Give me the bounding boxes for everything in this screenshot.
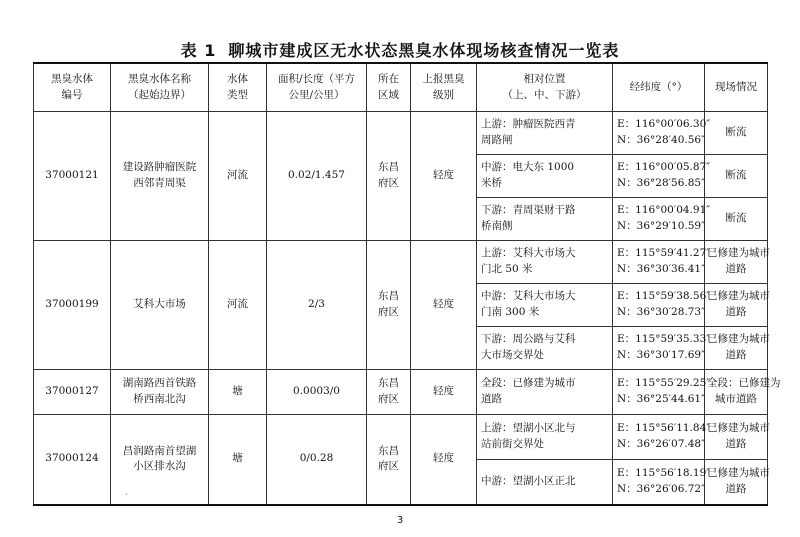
header-level: 上报黑臭 级别 <box>411 63 477 112</box>
table-title: 聊城市建成区无水状态黑臭水体现场核查情况一览表 <box>228 41 620 60</box>
table-row <box>34 112 768 155</box>
water-name: 艾科大市场 <box>111 241 209 370</box>
header-area: 面积/长度（平方 公里/公里） <box>267 63 367 112</box>
water-region: 东昌 府区 <box>367 370 411 415</box>
segment-coords: E：115°59′35.33″ N：36°30′17.69″ <box>613 327 705 370</box>
scan-mark: ˴ <box>125 489 128 499</box>
segment-status: 全段：已修建为 城市道路 <box>705 370 768 415</box>
segment-coords: E：115°56′18.19″ N：36°26′06.72″ <box>613 460 705 505</box>
header-position: 相对位置 （上、中、下游） <box>477 63 613 112</box>
water-name: 建设路肿瘤医院 西邻青周渠 <box>111 112 209 241</box>
water-name: 湖南路西首铁路 桥西南北沟 <box>111 370 209 415</box>
header-coords: 经纬度（°） <box>613 63 705 112</box>
water-area: 0/0.28 <box>267 415 367 505</box>
water-code: 37000199 <box>34 241 111 370</box>
water-type: 河流 <box>209 112 267 241</box>
water-level: 轻度 <box>411 370 477 415</box>
segment-status: 断流 <box>705 198 768 241</box>
segment-position: 上游：肿瘤医院西青 周路闸 <box>477 112 613 155</box>
page-number: 3 <box>396 515 404 526</box>
segment-coords: E：116°00′06.30″ N：36°28′40.56″ <box>613 112 705 155</box>
segment-position: 下游：周公路与艾科 大市场交界处 <box>477 327 613 370</box>
water-body-table <box>33 62 781 506</box>
table-row <box>34 370 768 415</box>
segment-position: 中游：电大东 1000 米桥 <box>477 155 613 198</box>
segment-coords: E：115°59′38.56″ N：36°30′28.73″ <box>613 284 705 327</box>
water-level: 轻度 <box>411 112 477 241</box>
table-row <box>34 415 768 460</box>
header-status: 现场情况 <box>705 63 768 112</box>
segment-coords: E：116°00′04.91″ N：36°29′10.59″ <box>613 198 705 241</box>
segment-coords: E：116°00′05.87″ N：36°28′56.85″ <box>613 155 705 198</box>
water-area: 0.02/1.457 <box>267 112 367 241</box>
segment-status: 断流 <box>705 155 768 198</box>
segment-position: 上游：艾科大市场大 门北 50 米 <box>477 241 613 284</box>
segment-position: 中游：望湖小区正北 <box>477 460 613 505</box>
water-name: 昌润路南首望湖 小区排水沟 <box>111 415 209 505</box>
water-area: 0.0003/0 <box>267 370 367 415</box>
header-row <box>34 63 768 112</box>
segment-status: 已修建为城市 道路 <box>705 460 768 505</box>
water-region: 东昌 府区 <box>367 415 411 505</box>
segment-coords: E：115°56′11.84″ N：36°26′07.48″ <box>613 415 705 460</box>
water-level: 轻度 <box>411 241 477 370</box>
water-code: 37000124 <box>34 415 111 505</box>
water-code: 37000121 <box>34 112 111 241</box>
segment-status: 已修建为城市 道路 <box>705 241 768 284</box>
water-type: 河流 <box>209 241 267 370</box>
header-code: 黑臭水体 编号 <box>34 63 111 112</box>
water-type: 塘 <box>209 415 267 505</box>
segment-status: 已修建为城市 道路 <box>705 284 768 327</box>
water-region: 东昌 府区 <box>367 241 411 370</box>
segment-position: 全段：已修建为城市 道路 <box>477 370 613 415</box>
segment-coords: E：115°55′29.25″ N：36°25′44.61″ <box>613 370 705 415</box>
water-region: 东昌 府区 <box>367 112 411 241</box>
segment-coords: E：115°59′41.27″ N：36°30′36.41″ <box>613 241 705 284</box>
table-row <box>34 241 768 284</box>
water-level: 轻度 <box>411 415 477 505</box>
segment-status: 已修建为城市 道路 <box>705 327 768 370</box>
segment-status: 断流 <box>705 112 768 155</box>
segment-position: 上游：望湖小区北与 站前街交界处 <box>477 415 613 460</box>
segment-position: 中游：艾科大市场大 门南 300 米 <box>477 284 613 327</box>
page-title <box>0 38 800 61</box>
water-type: 塘 <box>209 370 267 415</box>
header-type: 水体 类型 <box>209 63 267 112</box>
water-code: 37000127 <box>34 370 111 415</box>
segment-position: 下游：青周渠财干路 桥南侧 <box>477 198 613 241</box>
water-area: 2/3 <box>267 241 367 370</box>
header-region: 所在 区域 <box>367 63 411 112</box>
table-number: 表 1 <box>180 41 217 60</box>
header-name: 黑臭水体名称 （起始边界） <box>111 63 209 112</box>
segment-status: 已修建为城市 道路 <box>705 415 768 460</box>
